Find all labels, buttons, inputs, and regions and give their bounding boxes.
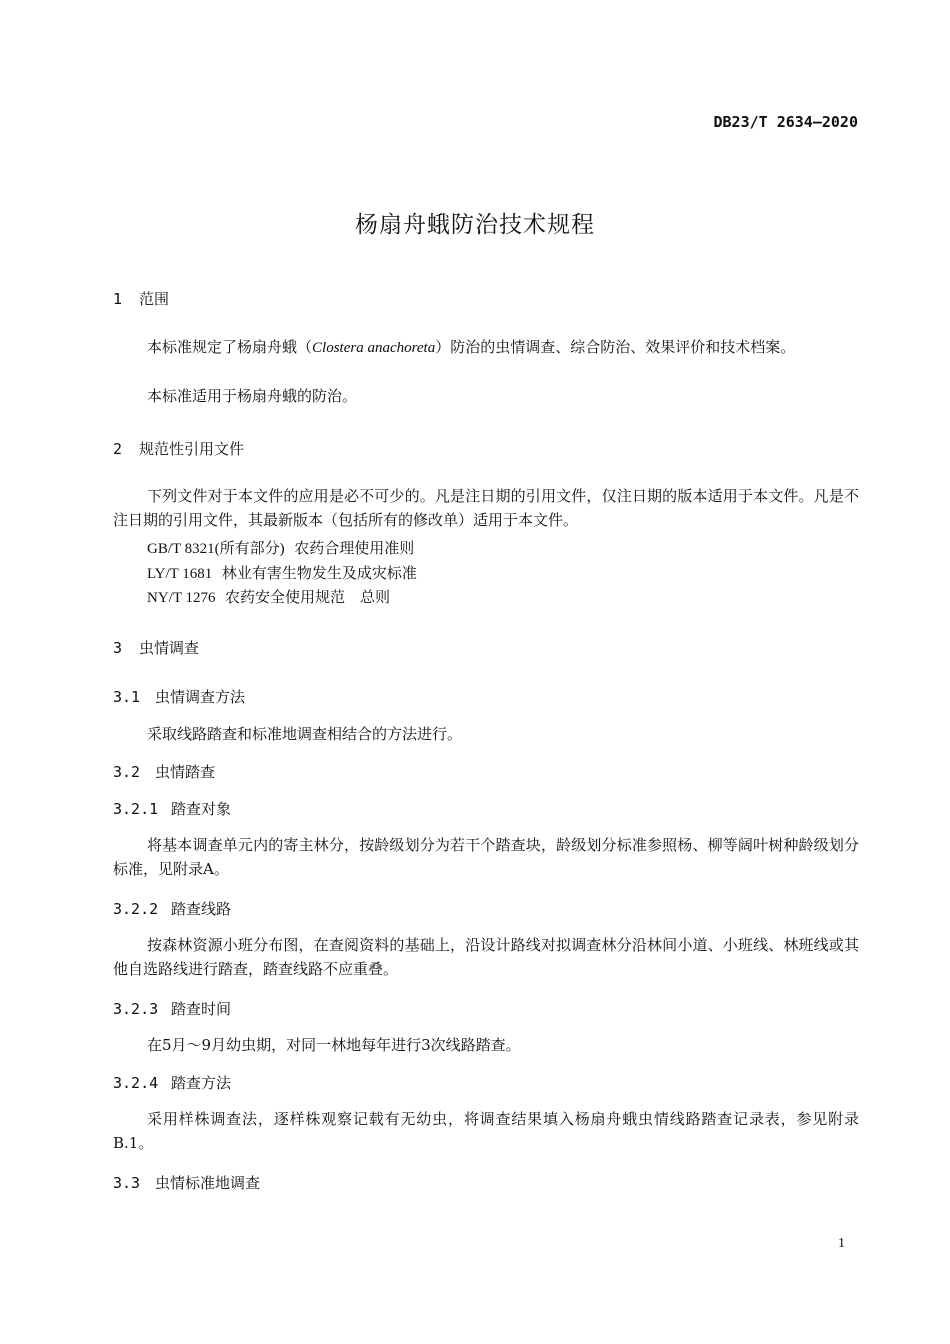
scope-text-pre: 本标准规定了杨扇舟蛾（ [147,338,313,356]
clause-number: 3.2.2 [113,900,159,918]
subsection-number: 3.1 [113,688,141,706]
reference-title: 农药安全使用规范 总则 [225,588,391,606]
subsection-title: 虫情调查方法 [155,688,246,706]
section-heading-2 [113,438,244,459]
reference-item [147,586,390,607]
reference-item [147,537,414,558]
reference-code: GB/T 8321(所有部分) [147,541,285,557]
reference-item [147,562,417,583]
clause-title: 踏查线路 [171,900,232,918]
paragraph-3-2-3: 在5月～9月幼虫期，对同一林地每年进行3次线路踏查。 [147,1036,521,1054]
scope-text-post: ）防治的虫情调查、综合防治、效果评价和技术档案。 [435,338,796,356]
clause-number: 3.2.1 [113,800,159,818]
clause-heading-3-2-3 [113,998,231,1019]
paragraph-3-2-2: 按森林资源小班分布图，在查阅资料的基础上，沿设计路线对拟调查林分沿林间小道、小班线、林班线或其他自选路线进行踏查，踏查线路不应重叠。 [113,936,859,978]
clause-number: 3.2.3 [113,1000,159,1018]
clause-number: 3.2.4 [113,1074,159,1092]
clause-title: 踏查时间 [171,1000,232,1018]
subsection-number: 3.3 [113,1174,141,1192]
scope-paragraph-1 [113,335,859,360]
subsection-heading-3-2 [113,761,215,782]
section-number: 2 [113,440,123,458]
clause-heading-3-2-1 [113,798,231,819]
subsection-title: 虫情标准地调查 [155,1174,261,1192]
clause-heading-3-2-4 [113,1072,231,1093]
document-code: DB23/T 2634—2020 [713,113,858,131]
reference-title: 林业有害生物发生及成灾标准 [221,564,417,582]
subsection-number: 3.2 [113,763,141,781]
paragraph-3-1: 采取线路踏查和标准地调查相结合的方法进行。 [147,725,463,743]
reference-code: LY/T 1681 [147,566,213,582]
document-title: 杨扇舟蛾防治技术规程 [355,212,595,238]
clause-title: 踏查方法 [171,1074,232,1092]
section-number: 1 [113,290,123,308]
section-heading-3 [113,637,199,658]
reference-title: 农药合理使用准则 [294,539,415,557]
latin-species-name: Clostera anachoreta [312,340,436,356]
paragraph-3-2-4: 采用样株调查法，逐样株观察记载有无幼虫，将调查结果填入杨扇舟蛾虫情线路踏查记录表，参见附录B.1。 [113,1110,859,1152]
clause-title: 踏查对象 [171,800,232,818]
clause-heading-3-2-2 [113,898,231,919]
scope-paragraph-2: 本标准适用于杨扇舟蛾的防治。 [147,387,358,405]
section-title: 范围 [139,290,170,308]
reference-code: NY/T 1276 [147,590,216,606]
section-number: 3 [113,639,123,657]
normative-refs-paragraph: 下列文件对于本文件的应用是必不可少的。凡是注日期的引用文件，仅注日期的版本适用于本文件。凡是不注日期的引用文件，其最新版本（包括所有的修改单）适用于本文件。 [113,487,859,529]
subsection-heading-3-1 [113,686,245,707]
paragraph-3-2-1: 将基本调查单元内的寄主林分，按龄级划分为若干个踏查块，龄级划分标准参照杨、柳等阔叶树种龄级划分标准，见附录A。 [113,836,859,878]
section-title: 规范性引用文件 [139,440,245,458]
section-title: 虫情调查 [139,639,200,657]
page-number: 1 [838,1236,845,1251]
subsection-title: 虫情踏查 [155,763,216,781]
subsection-heading-3-3 [113,1172,260,1193]
section-heading-1 [113,288,169,309]
